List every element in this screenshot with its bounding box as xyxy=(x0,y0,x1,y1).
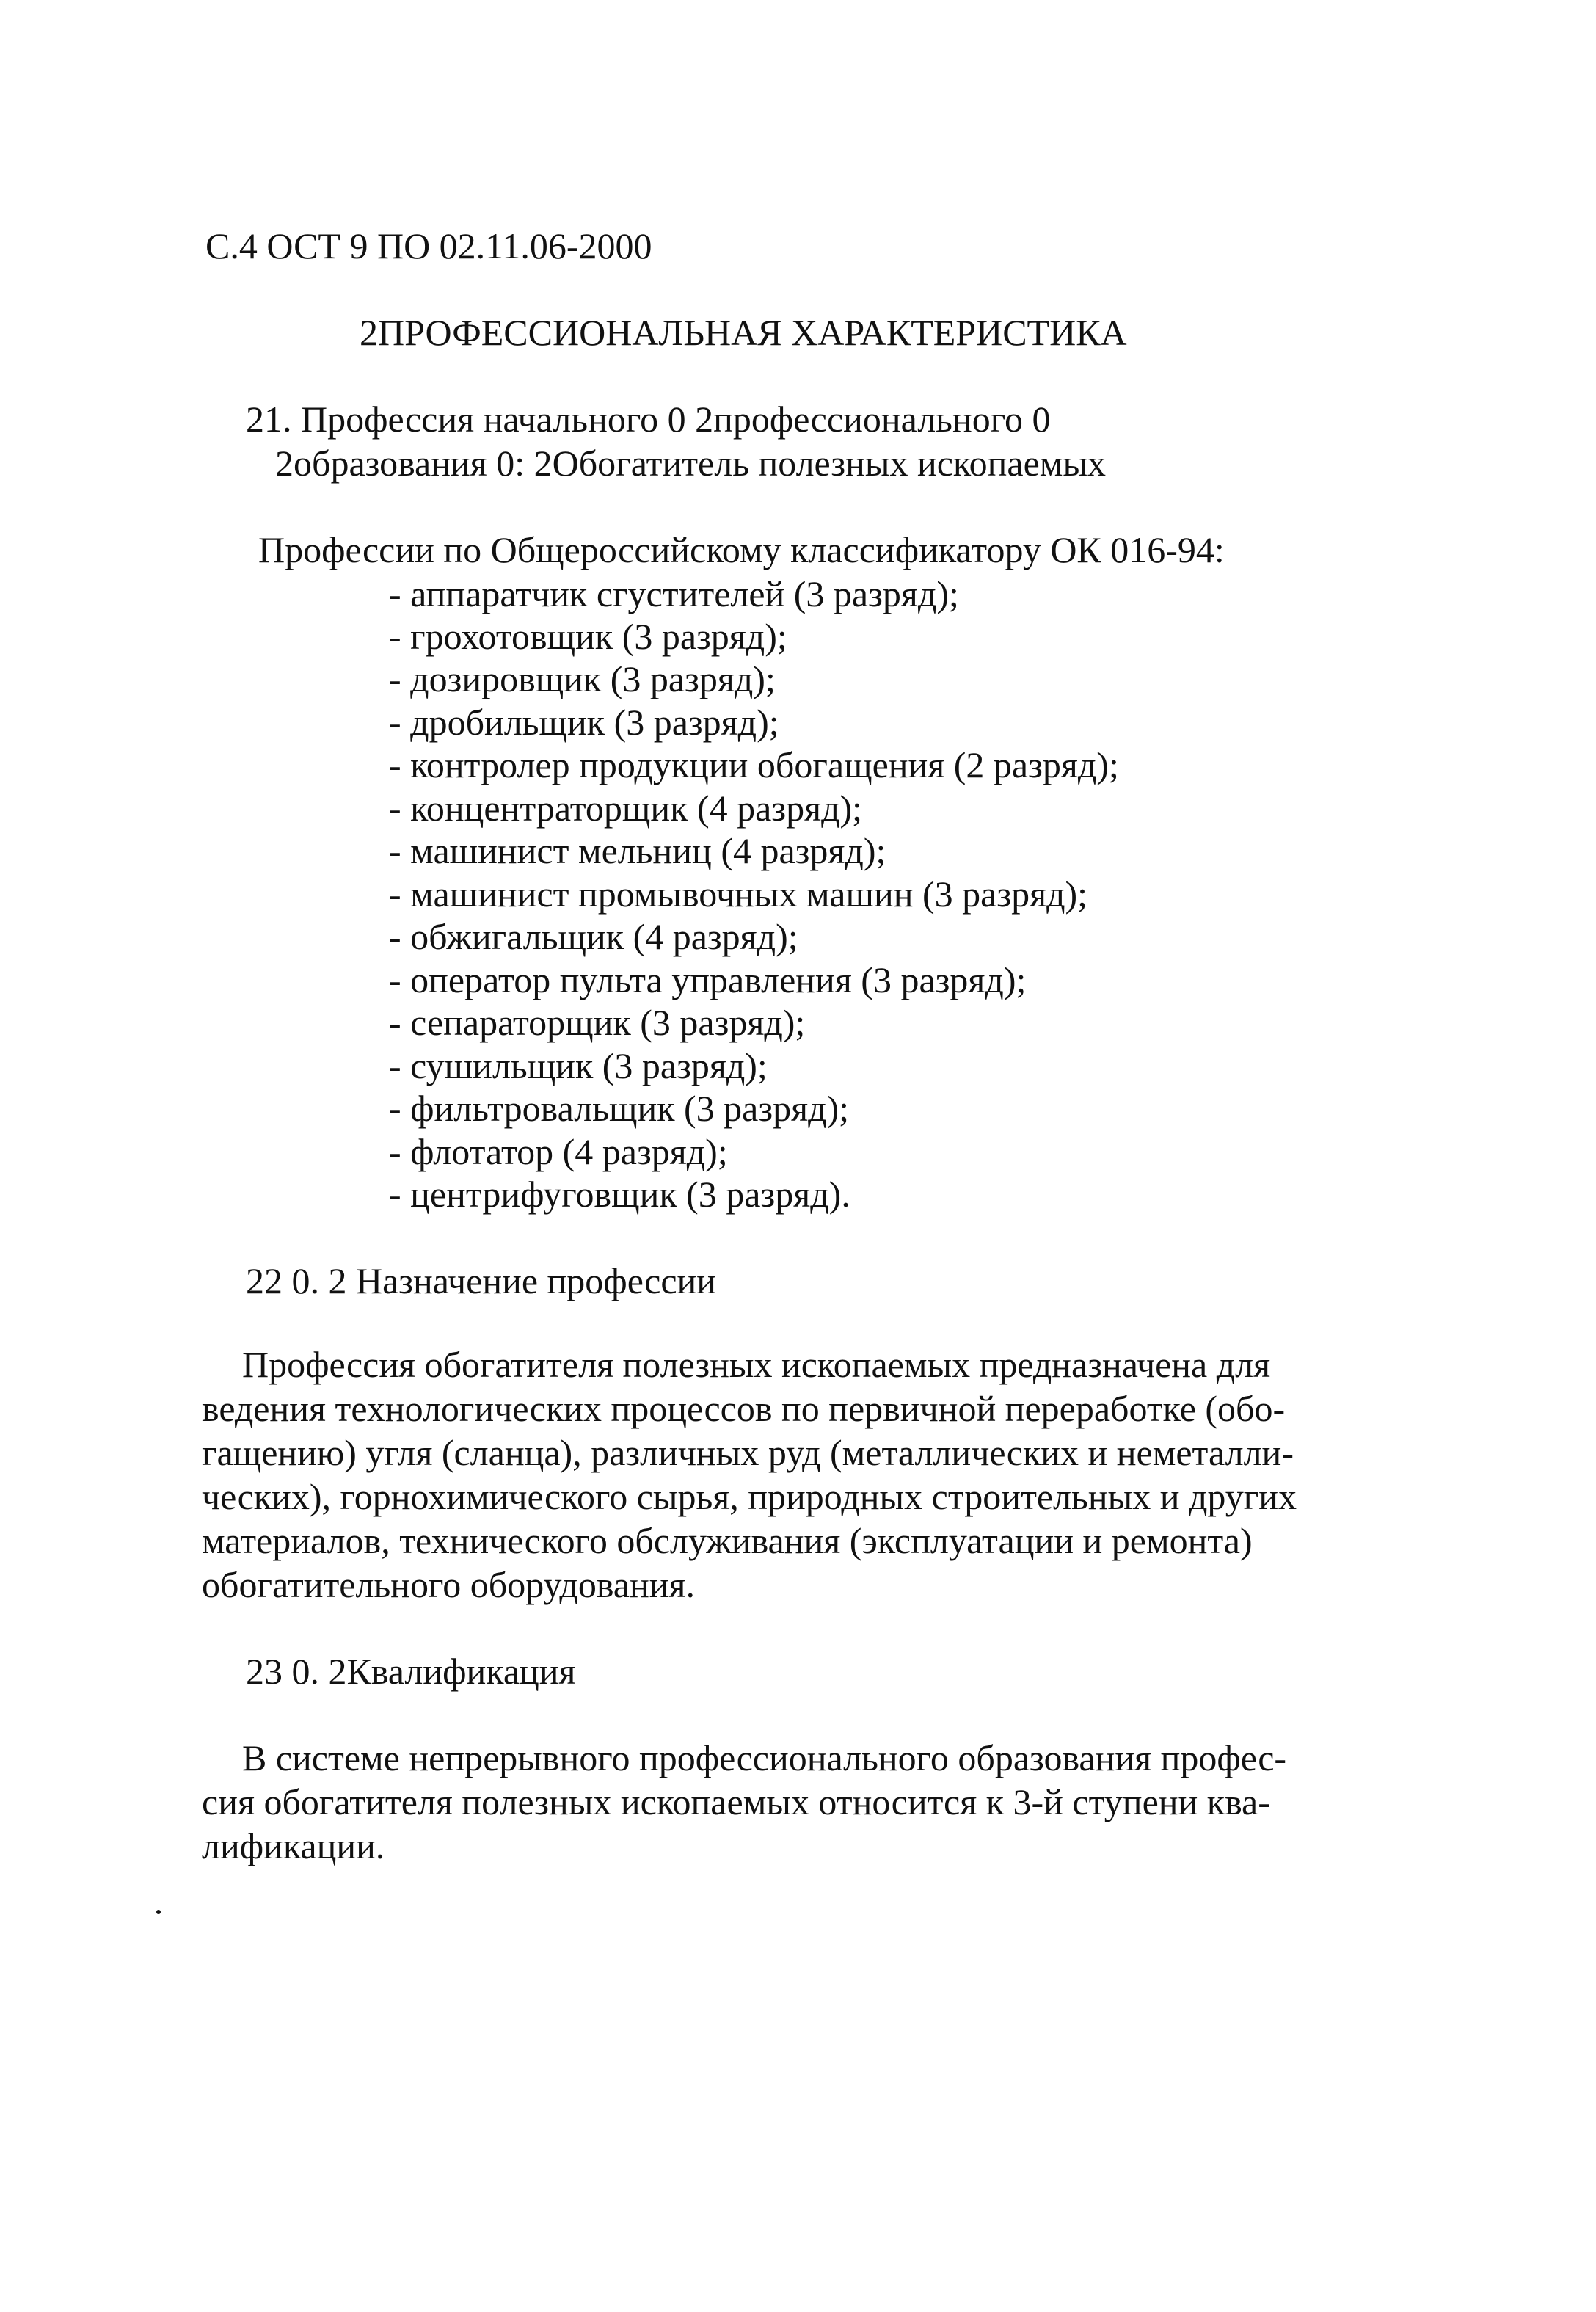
paragraph-line: ведения технологических процессов по первичной переработке (обо- xyxy=(202,1388,1286,1429)
paragraph-line: лификации. xyxy=(202,1825,385,1866)
list-item: - центрифуговщик (3 разряд). xyxy=(389,1174,850,1215)
item-2-1-line-2: 2образования 0: 2Обогатитель полезных ископаемых xyxy=(275,443,1107,484)
paragraph-line: ческих), горнохимического сырья, природных строительных и других xyxy=(202,1476,1297,1517)
paragraph-line: обогатительного оборудования. xyxy=(202,1564,695,1605)
list-item: - контролер продукции обогащения (2 разряд); xyxy=(389,744,1119,785)
list-item: - концентраторщик (4 разряд); xyxy=(389,788,863,829)
list-item: - флотатор (4 разряд); xyxy=(389,1131,728,1172)
stray-dot xyxy=(156,1910,161,1914)
list-item: - дозировщик (3 разряд); xyxy=(389,658,776,699)
list-item: - дробильщик (3 разряд); xyxy=(389,702,779,743)
list-item: - машинист промывочных машин (3 разряд); xyxy=(389,873,1088,915)
paragraph-line: Профессия обогатителя полезных ископаемых предназначена для xyxy=(242,1344,1271,1385)
list-item: - обжигальщик (4 разряд); xyxy=(389,916,798,957)
item-2-2-heading: 22 0. 2 Назначение профессии xyxy=(246,1260,717,1301)
item-2-3-heading: 23 0. 2Квалификация xyxy=(246,1651,576,1692)
item-2-1-line-1: 21. Профессия начального 0 2профессионального 0 xyxy=(246,399,1051,440)
list-item: - фильтровальщик (3 разряд); xyxy=(389,1088,850,1129)
paragraph-line: материалов, технического обслуживания (эксплуатации и ремонта) xyxy=(202,1520,1253,1561)
list-item: - сепараторщик (3 разряд); xyxy=(389,1002,806,1043)
paragraph-line: сия обогатителя полезных ископаемых относится к 3-й ступени ква- xyxy=(202,1781,1270,1822)
list-item: - машинист мельниц (4 разряд); xyxy=(389,830,886,871)
paragraph-line: гащению) угля (сланца), различных руд (металлических и неметалли- xyxy=(202,1432,1294,1473)
section-title: 2ПРОФЕССИОНАЛЬНАЯ ХАРАКТЕРИСТИКА xyxy=(360,312,1127,353)
list-item: - сушильщик (3 разряд); xyxy=(389,1045,768,1086)
list-item: - оператор пульта управления (3 разряд); xyxy=(389,959,1027,1000)
list-item: - грохотовщик (3 разряд); xyxy=(389,616,787,657)
paragraph-line: В системе непрерывного профессионального образования профес- xyxy=(242,1737,1287,1778)
list-item: - аппаратчик сгустителей (3 разряд); xyxy=(389,573,959,614)
classifier-intro: Профессии по Общероссийскому классификатору ОК 016-94: xyxy=(258,529,1225,570)
page-header: С.4 ОСТ 9 ПО 02.11.06-2000 xyxy=(205,225,652,266)
